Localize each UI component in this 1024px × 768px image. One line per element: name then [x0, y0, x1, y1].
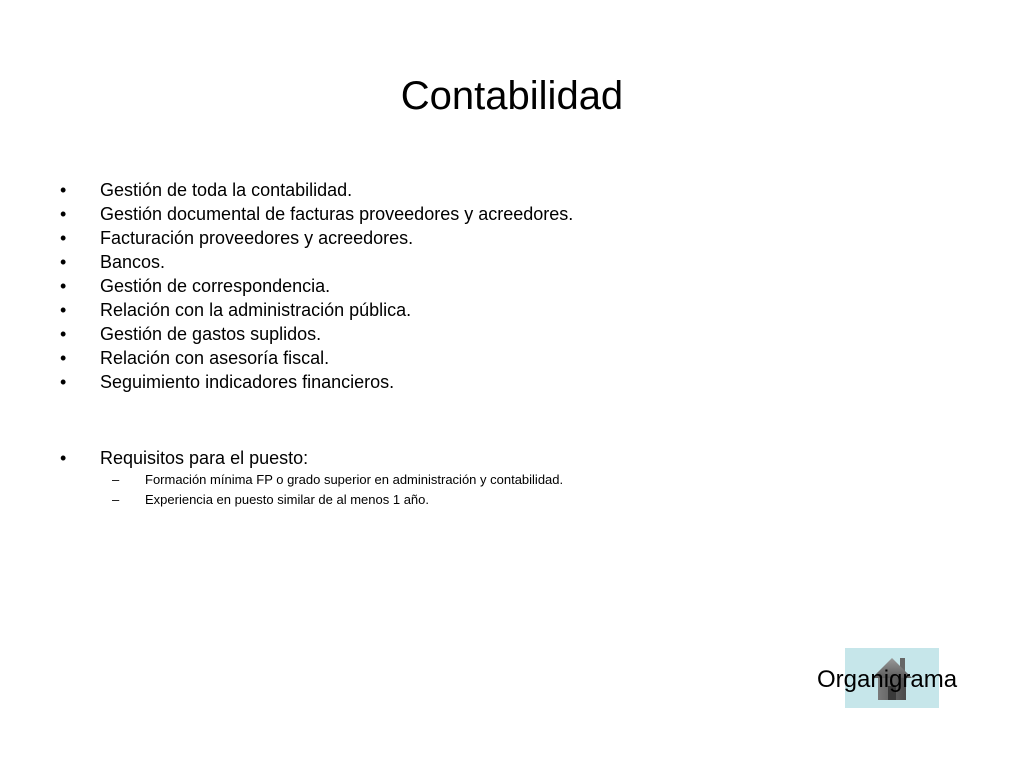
sub-list-item — [60, 490, 960, 510]
list-item-text: Bancos. — [100, 252, 166, 272]
sub-list-item — [60, 470, 960, 490]
requirements-list — [60, 470, 960, 510]
bullet-mark: • — [60, 228, 67, 248]
list-item — [60, 274, 960, 298]
bullet-mark: • — [60, 448, 67, 468]
requirements-section — [60, 446, 960, 510]
list-item — [60, 322, 960, 346]
list-item-text: Seguimiento indicadores financieros. — [100, 372, 395, 392]
list-item — [60, 202, 960, 226]
organigrama-link[interactable]: Organigrama — [817, 666, 958, 693]
responsibilities-list — [60, 178, 960, 394]
list-item — [60, 250, 960, 274]
list-item — [60, 370, 960, 394]
list-item-text: Gestión documental de facturas proveedores y acreedores. — [100, 204, 574, 224]
list-item-text: Gestión de toda la contabilidad. — [100, 180, 353, 200]
bullet-mark: • — [60, 324, 67, 344]
list-item-text: Relación con asesoría fiscal. — [100, 348, 330, 368]
list-item — [60, 298, 960, 322]
dash-mark: – — [112, 472, 120, 487]
list-item — [60, 178, 960, 202]
list-item-text: Gestión de gastos suplidos. — [100, 324, 322, 344]
slide-title: Contabilidad — [400, 74, 624, 118]
list-item-text: Gestión de correspondencia. — [100, 276, 331, 296]
bullet-mark: • — [60, 180, 67, 200]
bullet-mark: • — [60, 204, 67, 224]
bullet-mark: • — [60, 276, 67, 296]
list-item — [60, 346, 960, 370]
bullet-mark: • — [60, 348, 67, 368]
list-item-text: Facturación proveedores y acreedores. — [100, 228, 414, 248]
sub-list-item-text: Experiencia en puesto similar de al menos 1 año. — [145, 492, 429, 507]
bullet-mark: • — [60, 372, 67, 392]
dash-mark: – — [112, 492, 120, 507]
bullet-mark: • — [60, 300, 67, 320]
requirements-heading-text: Requisitos para el puesto: — [100, 448, 309, 468]
requirements-heading — [60, 446, 960, 470]
list-item — [60, 226, 960, 250]
bullet-mark: • — [60, 252, 67, 272]
sub-list-item-text: Formación mínima FP o grado superior en administración y contabilidad. — [145, 472, 564, 487]
list-item-text: Relación con la administración pública. — [100, 300, 412, 320]
